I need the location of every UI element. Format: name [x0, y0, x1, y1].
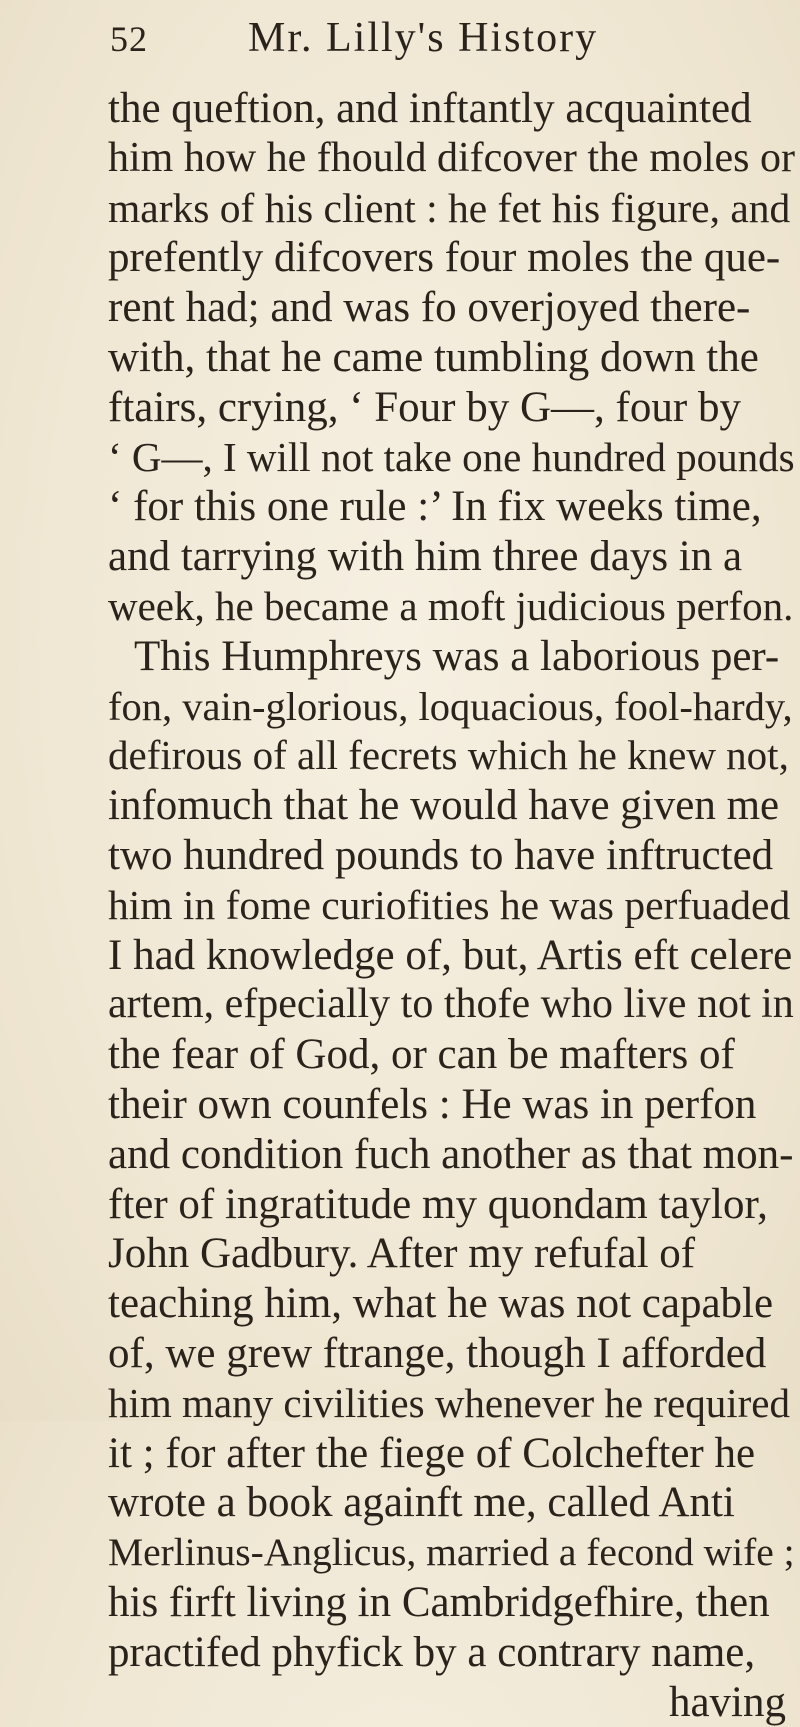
text-line: Merlinus-Anglicus, married a fecond wife ; [108, 1528, 796, 1578]
page-header [110, 6, 790, 70]
text-line: defirous of all fecrets which he knew not, [108, 731, 796, 781]
text-line: fon, vain-glorious, loquacious, fool-hardy, [108, 682, 796, 732]
text-line: ‘ for this one rule :’ In fix weeks time, [108, 482, 796, 532]
catchword: having [108, 1678, 796, 1727]
text-line: John Gadbury. After my refufal of [108, 1229, 796, 1279]
text-line: it ; for after the fiege of Colchefter he [108, 1429, 796, 1479]
text-line: his firft living in Cambridgefhire, then [108, 1578, 796, 1628]
text-line: I had knowledge of, but, Artis eft celere [108, 931, 796, 981]
text-line: prefently difcovers four moles the que- [108, 233, 796, 283]
text-line: with, that he came tumbling down the [108, 333, 796, 383]
text-line: wrote a book againft me, called Anti [108, 1478, 796, 1528]
page-number: 52 [110, 18, 148, 60]
text-line: ‘ G—, I will not take one hundred pounds [108, 433, 796, 483]
text-line: two hundred pounds to have inftructed [108, 831, 796, 881]
text-line: the queftion, and inftantly acquainted [108, 84, 796, 134]
text-line: infomuch that he would have given me [108, 781, 796, 831]
text-line: their own counfels : He was in perfon [108, 1080, 796, 1130]
text-line: of, we grew ftrange, though I afforded [108, 1329, 796, 1379]
text-line: and condition fuch another as that mon- [108, 1130, 796, 1180]
text-line: him how he fhould difcover the moles or [108, 134, 796, 184]
text-line: him many civilities whenever he required [108, 1379, 796, 1429]
text-line: artem, efpecially to thofe who live not in [108, 980, 796, 1030]
text-line: him in fome curiofities he was perfuaded [108, 881, 796, 931]
text-line: teaching him, what he was not capable [108, 1279, 796, 1329]
text-line: ftairs, crying, ‘ Four by G—, four by [108, 383, 796, 433]
text-line: This Humphreys was a laborious per- [108, 632, 796, 682]
text-line: fter of ingratitude my quondam taylor, [108, 1180, 796, 1230]
text-line: the fear of God, or can be mafters of [108, 1030, 796, 1080]
text-line: marks of his client : he fet his figure, and [108, 184, 796, 234]
running-head: Mr. Lilly's History [248, 14, 598, 62]
text-line: and tarrying with him three days in a [108, 532, 796, 582]
text-line: practifed phyfick by a contrary name, [108, 1628, 796, 1678]
text-line: rent had; and was fo overjoyed there- [108, 283, 796, 333]
body-text [108, 84, 796, 1727]
text-line: week, he became a moft judicious perfon. [108, 582, 796, 632]
